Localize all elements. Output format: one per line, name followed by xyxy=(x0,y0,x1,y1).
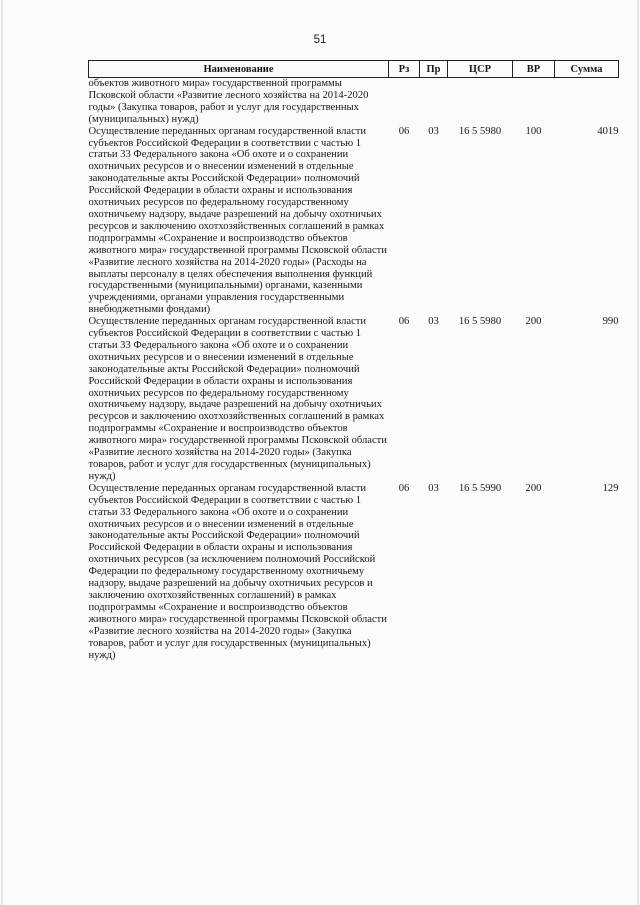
row-sum xyxy=(555,78,619,126)
table-header xyxy=(89,61,619,78)
table-row xyxy=(89,78,619,126)
row-csr: 16 5 5990 xyxy=(458,482,502,494)
page-number: 51 xyxy=(313,34,327,46)
header-pr: Пр xyxy=(420,61,448,78)
scan-edge-right xyxy=(637,0,639,905)
header-rz: Рз xyxy=(389,61,420,78)
header-row xyxy=(89,61,619,78)
row-pr: 03 xyxy=(428,316,439,328)
row-rz: 06 xyxy=(398,482,410,494)
row-vr: 100 xyxy=(525,125,542,137)
row-rz xyxy=(389,78,420,126)
row-vr: 200 xyxy=(525,316,542,328)
row-vr: 200 xyxy=(525,482,542,494)
row-sum: 4019 xyxy=(597,125,619,137)
row-pr: 03 xyxy=(428,482,439,494)
table-row xyxy=(89,483,619,662)
scan-edge-left xyxy=(1,0,3,905)
budget-table xyxy=(88,60,619,661)
row-csr: 16 5 5980 xyxy=(458,316,502,328)
row-name: Осуществление переданных органам государственной власти субъектов Российской Федерации в соответствии с частью 1 статьи 33 Федерального закона «Об охоте и о сохранении охотничьих ресурсов и о внесении изменений в отдельные законодательные акты Российской Федерации» полномочий Российской Федерации в области охраны и использования охотничьих ресурсов по федеральному государственному охотничьему надзору, выдаче разрешений на добычу охотничьих ресурсов и заключению охотхозяйственных соглашений в рамках подпрограммы «Сохранение и воспроизводство объектов животного мира» государственной программы Псковской области «Развитие лесного хозяйства на 2014-2020 годы» (Расходы на выплаты персоналу в целях обеспечения выполнения функций государственными (муниципальными) органами, казенными учреждениями, органами управления государственными внебюджетными фондами) xyxy=(88,125,387,316)
table-row xyxy=(89,316,619,483)
row-pr: 03 xyxy=(428,125,439,137)
row-vr xyxy=(513,78,555,126)
row-rz: 06 xyxy=(398,125,410,137)
row-csr: 16 5 5980 xyxy=(458,125,502,137)
row-name: Осуществление переданных органам государственной власти субъектов Российской Федерации в соответствии с частью 1 статьи 33 Федерального закона «Об охоте и о сохранении охотничьих ресурсов и о внесении изменений в отдельные законодательные акты Российской Федерации» полномочий Российской Федерации в области охраны и использования охотничьих ресурсов по федеральному государственному охотничьему надзору, выдаче разрешений на добычу охотничьих ресурсов и заключению охотхозяйственных соглашений в рамках подпрограммы «Сохранение и воспроизводство объектов животного мира» государственной программы Псковской области «Развитие лесного хозяйства на 2014-2020 годы» (Закупка товаров, работ и услуг для государственных (муниципальных) нужд) xyxy=(88,316,387,482)
table-body xyxy=(89,78,619,662)
table-row xyxy=(89,126,619,317)
row-csr xyxy=(448,78,513,126)
header-name: Наименование xyxy=(89,61,389,78)
row-name: объектов животного мира» государственной программы Псковской области «Развитие лесного хозяйства на 2014-2020 годы» (Закупка товаров, работ и услуг для государственных (муниципальных) нужд) xyxy=(88,78,369,125)
row-name: Осуществление переданных органам государственной власти субъектов Российской Федерации в соответствии с частью 1 статьи 33 Федерального закона «Об охоте и о сохранении охотничьих ресурсов и о внесении изменений в отдельные законодательные акты Российской Федерации» полномочий Российской Федерации в области охраны и использования охотничьих ресурсов (за исключением полномочий Российской Федерации по федеральному государственному охотничьему надзору, выдаче разрешений на добычу охотничьих ресурсов и заключению охотхозяйственных соглашений) в рамках подпрограммы «Сохранение и воспроизводство объектов животного мира» государственной программы Псковской области «Развитие лесного хозяйства на 2014-2020 годы» (Закупка товаров, работ и услуг для государственных (муниципальных) нужд) xyxy=(88,482,387,661)
header-sum: Сумма xyxy=(555,61,619,78)
row-sum: 129 xyxy=(602,482,619,494)
header-vr: ВР xyxy=(513,61,555,78)
row-pr xyxy=(420,78,448,126)
header-csr: ЦСР xyxy=(448,61,513,78)
row-rz: 06 xyxy=(398,316,410,328)
row-sum: 990 xyxy=(602,316,619,328)
